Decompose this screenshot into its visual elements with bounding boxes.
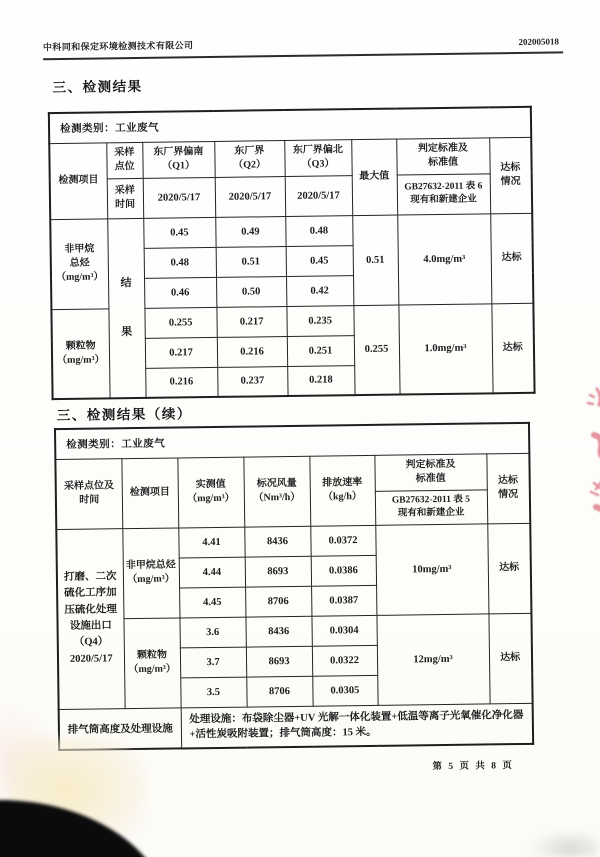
- measured-value: 0.48: [144, 247, 216, 278]
- stack-treatment-content: 处理设施：布袋除尘器+UV 光解一体化装置+低温等离子光氧催化净化器+活性炭吸附装置；排气筒高度：15 米。: [181, 703, 534, 749]
- page-number: 第 5 页 共 8 页: [432, 761, 514, 773]
- section1-title: 三、检测结果: [52, 78, 143, 96]
- status-pm-2: 达标: [488, 613, 532, 704]
- col-header-point-time: 采样点位及 时间: [55, 458, 122, 529]
- item-name-pm: 颗粒物 （mg/m³）: [51, 308, 109, 399]
- table2-category-label: 检测类别：工业废气: [55, 423, 529, 459]
- col-header-item2: 检测项目: [121, 457, 178, 528]
- col-header-point-q1: 东厂界偏南 （Q1）: [142, 141, 214, 178]
- measured-value: 0.235: [286, 305, 353, 336]
- standard-value-pm: 1.0mg/m³: [398, 303, 492, 394]
- rate-value: 0.0305: [312, 675, 377, 706]
- flow-value: 8693: [246, 646, 312, 677]
- status-nmhc: 达标: [490, 213, 533, 304]
- measured-value: 0.48: [285, 215, 352, 246]
- measured-value: 0.50: [216, 276, 286, 307]
- measured-value: 0.255: [144, 307, 216, 338]
- report-number: 202005018: [518, 36, 560, 47]
- sampling-location: 打磨、二次 硫化工序加 压硫化处理 设施出口 （Q4） 2020/5/17: [56, 528, 124, 709]
- section2-title: 三、检测结果（续）: [56, 406, 192, 424]
- stack-treatment-label: 排气筒高度及处理设施: [59, 707, 182, 750]
- status-nmhc-2: 达标: [487, 523, 531, 614]
- results-table-1: [48, 106, 536, 400]
- col-header-item: 检测项目: [49, 142, 107, 219]
- status-pm: 达标: [491, 303, 534, 394]
- col-header-status: 达标 情况: [489, 137, 532, 214]
- measured-value: 0.217: [216, 306, 286, 337]
- result-label-cell: 结果: [107, 218, 145, 398]
- flow-value: 8436: [245, 616, 311, 647]
- col-header-point-q3: 东厂界偏北 （Q3）: [284, 139, 351, 176]
- measured-value: 0.45: [143, 217, 215, 248]
- measured-value: 4.45: [179, 587, 245, 618]
- document-header: [43, 33, 563, 60]
- measured-value: 3.6: [179, 617, 245, 648]
- measured-value: 0.46: [144, 277, 216, 308]
- flow-value: 8436: [244, 526, 310, 557]
- col-header-sample-time: 采样 时间: [107, 178, 144, 218]
- col-header-standard2: 判定标准及 标准值: [374, 453, 486, 490]
- measured-value: 0.237: [217, 366, 287, 397]
- standard-value-nmhc-2: 10mg/m³: [375, 523, 488, 614]
- measured-value: 3.5: [180, 677, 246, 708]
- measured-value: 0.49: [215, 216, 285, 247]
- col-header-max: 最大值: [351, 139, 397, 216]
- measured-value: 4.44: [179, 557, 245, 588]
- sample-date-q2: 2020/5/17: [215, 176, 286, 217]
- item-name-pm-2: 颗粒物 （mg/m³）: [123, 617, 180, 708]
- measured-value: 0.218: [287, 365, 354, 396]
- measured-value: 3.7: [180, 647, 246, 678]
- measured-value: 0.42: [286, 275, 353, 306]
- col-header-rate: 排放速率 （kg/h）: [309, 455, 375, 526]
- standard-value-pm-2: 12mg/m³: [376, 613, 489, 704]
- results-table-2: [54, 422, 534, 751]
- sample-date-q3: 2020/5/17: [285, 175, 353, 216]
- scan-bottom-right-smudge: [528, 829, 598, 857]
- col-header-sample-point: 采样 点位: [106, 142, 142, 178]
- measured-value: 4.41: [178, 527, 244, 558]
- red-stamp-fragments-icon: [567, 383, 600, 533]
- flow-value: 8693: [245, 556, 311, 587]
- measured-value: 0.216: [217, 336, 287, 367]
- measured-value: 0.51: [216, 246, 286, 277]
- rate-value: 0.0322: [312, 645, 377, 676]
- col-header-flow: 标况风量 （Nm³/h）: [243, 456, 310, 527]
- flow-value: 8706: [246, 676, 312, 707]
- flow-value: 8706: [245, 586, 311, 617]
- rate-value: 0.0304: [311, 615, 376, 646]
- col-header-measured: 实测值 （mg/m³）: [177, 457, 244, 528]
- standard-value-nmhc: 4.0mg/m³: [397, 213, 491, 304]
- item-name-nmhc: 非甲烷 总烃 （mg/m³）: [50, 218, 108, 309]
- rate-value: 0.0372: [310, 525, 375, 556]
- rate-value: 0.0387: [311, 585, 376, 616]
- col-header-standard: 判定标准及 标准值: [396, 137, 489, 174]
- col-header-status2: 达标 情况: [486, 453, 530, 524]
- measured-value: 0.216: [145, 367, 217, 398]
- item-name-nmhc-2: 非甲烷总烃 （mg/m³）: [122, 527, 179, 618]
- standard-reference-2: GB27632-2011 表 5 现有和新建企业: [375, 489, 487, 524]
- max-value-pm: 0.255: [353, 305, 399, 396]
- measured-value: 0.217: [145, 337, 217, 368]
- sample-date-q1: 2020/5/17: [143, 177, 216, 218]
- rate-value: 0.0386: [311, 555, 376, 586]
- company-name: 中科同和保定环境检测技术有限公司: [42, 40, 194, 53]
- measured-value: 0.251: [287, 335, 354, 366]
- measured-value: 0.45: [286, 245, 353, 276]
- max-value-nmhc: 0.51: [352, 215, 398, 306]
- col-header-point-q2: 东厂界 （Q2）: [214, 140, 284, 177]
- standard-reference-1: GB27632-2011 表 6 现有和新建企业: [397, 173, 491, 214]
- table1-category-label: 检测类别：工业废气: [49, 107, 531, 143]
